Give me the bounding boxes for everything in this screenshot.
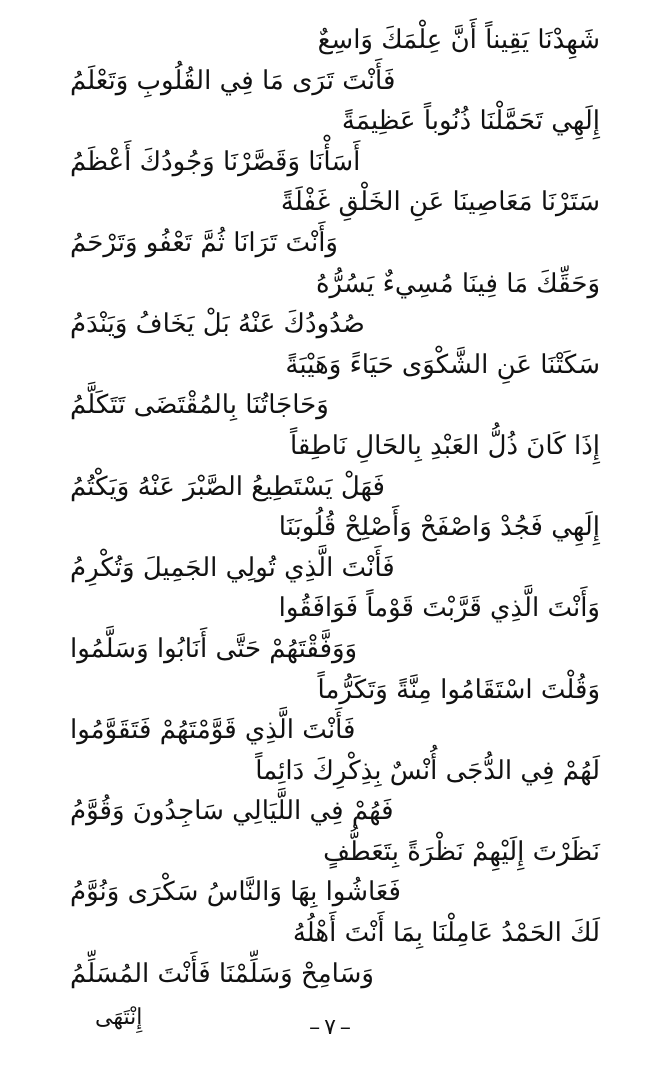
poem-line-8: صُدُودُكَ عَنْهُ بَلْ يَخَافُ وَيَنْدَمُ xyxy=(70,309,365,340)
page-number xyxy=(300,1015,360,1040)
page-number-dash-left: – xyxy=(339,1015,351,1040)
poem-line-2: فَأَنْتَ تَرَى مَا فِي القُلُوبِ وَتَعْلَمُ xyxy=(70,65,396,96)
poem-line-19: لَهُمْ فِي الدُّجَى أُنْسٌ بِذِكْرِكَ دَائِماً xyxy=(255,755,600,786)
poem-line-10: وَحَاجَاتُنَا بِالمُقْتَضَى تَتَكَلَّمُ xyxy=(70,390,329,421)
poem-line-12: فَهَلْ يَسْتَطِيعُ الصَّبْرَ عَنْهُ وَيَكْتُمُ xyxy=(70,471,385,502)
poem-line-1: شَهِدْنَا يَقِيناً أَنَّ عِلْمَكَ وَاسِعٌ xyxy=(317,25,600,55)
poem-line-16: وَوَفَّقْتَهُمْ حَتَّى أَنَابُوا وَسَلَّمُوا xyxy=(70,633,358,664)
poem-line-9: سَكَتْنَا عَنِ الشَّكْوَى حَيَاءً وَهَيْبَةً xyxy=(285,349,600,380)
poem-line-14: فَأَنْتَ الَّذِي تُولِي الجَمِيلَ وَتُكْرِمُ xyxy=(70,552,395,583)
poem-line-6: وَأَنْتَ تَرَانَا ثُمَّ تَعْفُو وَتَرْحَمُ xyxy=(70,227,338,258)
poem-line-22: فَعَاشُوا بِهَا وَالنَّاسُ سَكْرَى وَنُوَّمُ xyxy=(70,877,401,908)
poem-line-18: فَأَنْتَ الَّذِي قَوَّمْتَهُمْ فَتَقَوَّمُوا xyxy=(70,715,356,746)
poem-line-21: نَظَرْتَ إِلَيْهِمْ نَظْرَةً بِتَعَطُّفٍ xyxy=(323,836,600,867)
poem-line-23: لَكَ الحَمْدُ عَامِلْنَا بِمَا أَنْتَ أَهْلُهُ xyxy=(292,918,600,949)
poem-line-13: إِلَهِي فَجُدْ وَاصْفَحْ وَأَصْلِحْ قُلُوبَنَا xyxy=(278,512,600,543)
poem-line-20: فَهُمْ فِي اللَّيَالِي سَاجِدُونَ وَقُوَّمُ xyxy=(70,796,394,827)
page-number-dash-right: – xyxy=(309,1015,321,1040)
poem-line-5: سَتَرْنَا مَعَاصِينَا عَنِ الخَلْقِ غَفْلَةً xyxy=(280,187,600,218)
poem-line-4: أَسَأْنَا وَقَصَّرْنَا وَجُودُكَ أَعْظَمُ xyxy=(70,146,361,177)
poem-line-17: وَقُلْتَ اسْتَقَامُوا مِنَّةً وَتَكَرُّماً xyxy=(317,674,600,705)
page-number-value: ٧ xyxy=(324,1015,336,1040)
poem-line-15: وَأَنْتَ الَّذِي قَرَّبْتَ قَوْماً فَوَافَقُوا xyxy=(278,593,600,624)
ending-word: إِنْتَهَى xyxy=(95,1005,143,1030)
poem-line-3: إِلَهِي تَحَمَّلْنَا ذُنُوباً عَظِيمَةً xyxy=(341,106,600,137)
poem-line-11: إِذَا كَانَ ذُلُّ العَبْدِ بِالحَالِ نَاطِقاً xyxy=(290,430,600,461)
poem-body xyxy=(70,20,600,994)
poem-line-24: وَسَامِحْ وَسَلِّمْنَا فَأَنْتَ المُسَلِّمُ xyxy=(70,958,374,989)
poem-line-7: وَحَقِّكَ مَا فِينَا مُسِيءٌ يَسُرُّهُ xyxy=(315,268,600,299)
